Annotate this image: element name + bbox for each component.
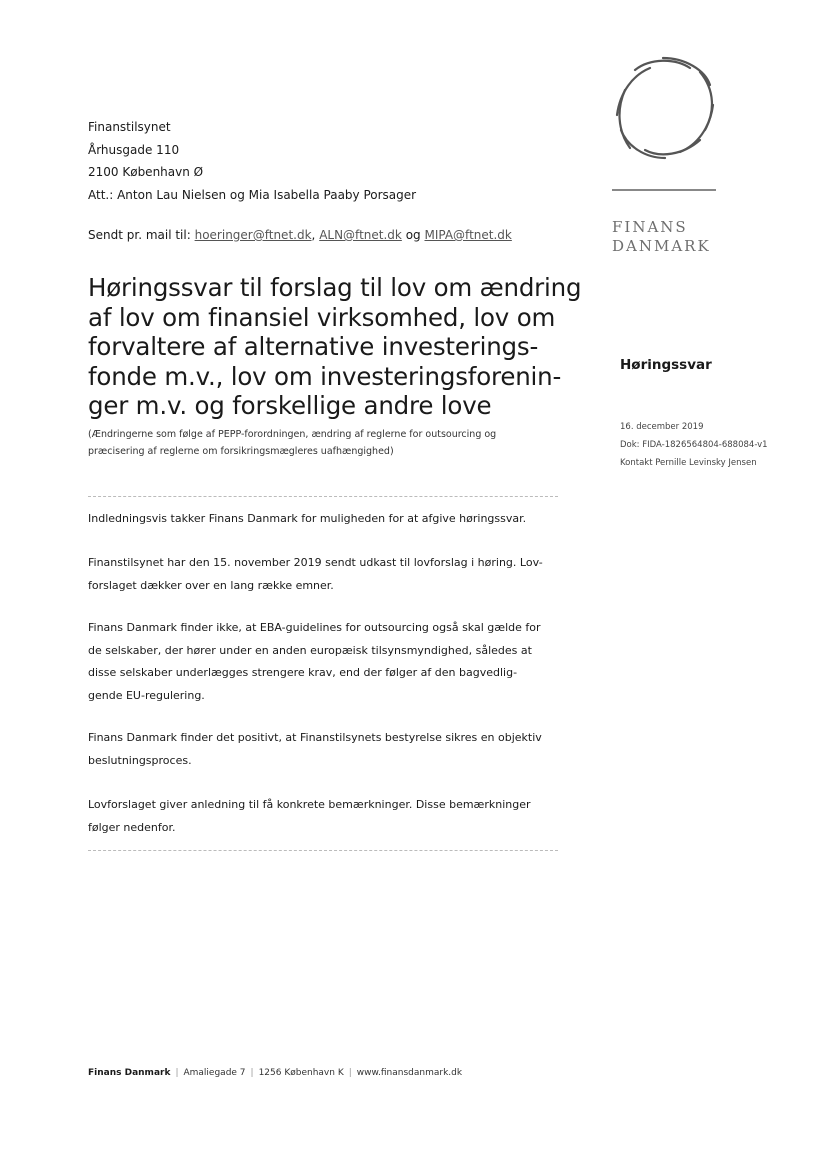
email-link-hoeringer[interactable]: hoeringer@ftnet.dk — [194, 228, 312, 242]
divider-top — [88, 496, 558, 497]
paragraph-line: forslaget dækker over en lang række emner. — [88, 578, 334, 592]
brand-line: DANMARK — [612, 237, 711, 255]
paragraph-line: disse selskaber underlægges strengere krav, end der følger af den bagvedlig- — [88, 666, 518, 679]
footer-separator: | — [250, 1068, 254, 1078]
footer — [88, 1068, 462, 1078]
paragraph-line: de selskaber, der hører under en anden europæisk tilsynsmyndighed, således at — [88, 643, 532, 657]
document-type-label: Høringssvar — [620, 357, 712, 373]
brand-line: FINANS — [612, 218, 688, 236]
paragraph — [88, 617, 568, 707]
title-line: af lov om finansiel virksomhed, lov om — [88, 302, 556, 332]
sent-prefix: Sendt pr. mail til: — [88, 228, 191, 242]
paragraph-line: Finans Danmark finder det positivt, at Finanstilsynets bestyrelse sikres en objektiv — [88, 731, 542, 744]
title-line: ger m.v. og forskellige andre love — [88, 391, 492, 420]
title-line: Høringssvar til forslag til lov om ændring — [88, 273, 582, 302]
paragraph-line: følger nedenfor. — [88, 820, 176, 834]
recipient-attention: Att.: Anton Lau Nielsen og Mia Isabella Paaby Porsager — [88, 187, 417, 202]
sent-by-mail-line — [88, 228, 512, 242]
recipient-street: Århusgade 110 — [88, 142, 180, 157]
recipient-name: Finanstilsynet — [88, 120, 171, 134]
paragraph-line: Finans Danmark finder ikke, at EBA-guidelines for outsourcing også skal gælde for — [88, 621, 541, 634]
paragraph — [88, 508, 568, 531]
paragraph-line: gende EU-regulering. — [88, 688, 205, 702]
paragraph-line: beslutningsproces. — [88, 753, 192, 767]
meta-date: 16. december 2019 — [620, 422, 704, 432]
subtitle-line: (Ændringerne som følge af PEPP-forordningen, ændring af reglerne for outsourcing og — [88, 429, 497, 440]
title-line: fonde m.v., lov om investeringsforenin- — [88, 361, 562, 391]
brand-divider — [612, 189, 716, 191]
meta-doc-id: Dok: FIDA-1826564804-688084-v1 — [620, 440, 768, 450]
title-line: forvaltere af alternative investerings- — [88, 332, 539, 361]
email-link-aln[interactable]: ALN@ftnet.dk — [319, 228, 402, 242]
paragraph — [88, 727, 568, 772]
footer-org: Finans Danmark — [88, 1068, 171, 1078]
subtitle-line: præcisering af reglerne om forsikringsmægleres uafhængighed) — [88, 446, 394, 457]
sent-separator-og: og — [405, 228, 421, 242]
meta-contact: Kontakt Pernille Levinsky Jensen — [620, 458, 757, 468]
paragraph — [88, 794, 568, 839]
footer-city: 1256 København K — [258, 1068, 344, 1078]
footer-separator: | — [175, 1068, 179, 1078]
footer-address: Amaliegade 7 — [183, 1068, 246, 1078]
footer-website[interactable]: www.finansdanmark.dk — [356, 1068, 463, 1078]
finans-danmark-logo-icon — [605, 50, 730, 170]
recipient-address — [88, 116, 416, 206]
document-subtitle — [88, 426, 558, 460]
document-meta — [620, 418, 768, 472]
brand-wordmark — [612, 218, 711, 256]
paragraph — [88, 552, 568, 597]
divider-bottom — [88, 850, 558, 851]
footer-separator: | — [348, 1068, 352, 1078]
sent-separator-comma: , — [311, 228, 316, 242]
paragraph-line: Finanstilsynet har den 15. november 2019 sendt udkast til lovforslag i høring. Lov- — [88, 556, 543, 569]
recipient-city: 2100 København Ø — [88, 165, 204, 179]
document-title — [88, 273, 582, 421]
paragraph-line: Lovforslaget giver anledning til få konkrete bemærkninger. Disse bemærkninger — [88, 798, 531, 811]
paragraph-line: Indledningsvis takker Finans Danmark for muligheden for at afgive høringssvar. — [88, 512, 527, 525]
email-link-mipa[interactable]: MIPA@ftnet.dk — [424, 228, 512, 242]
